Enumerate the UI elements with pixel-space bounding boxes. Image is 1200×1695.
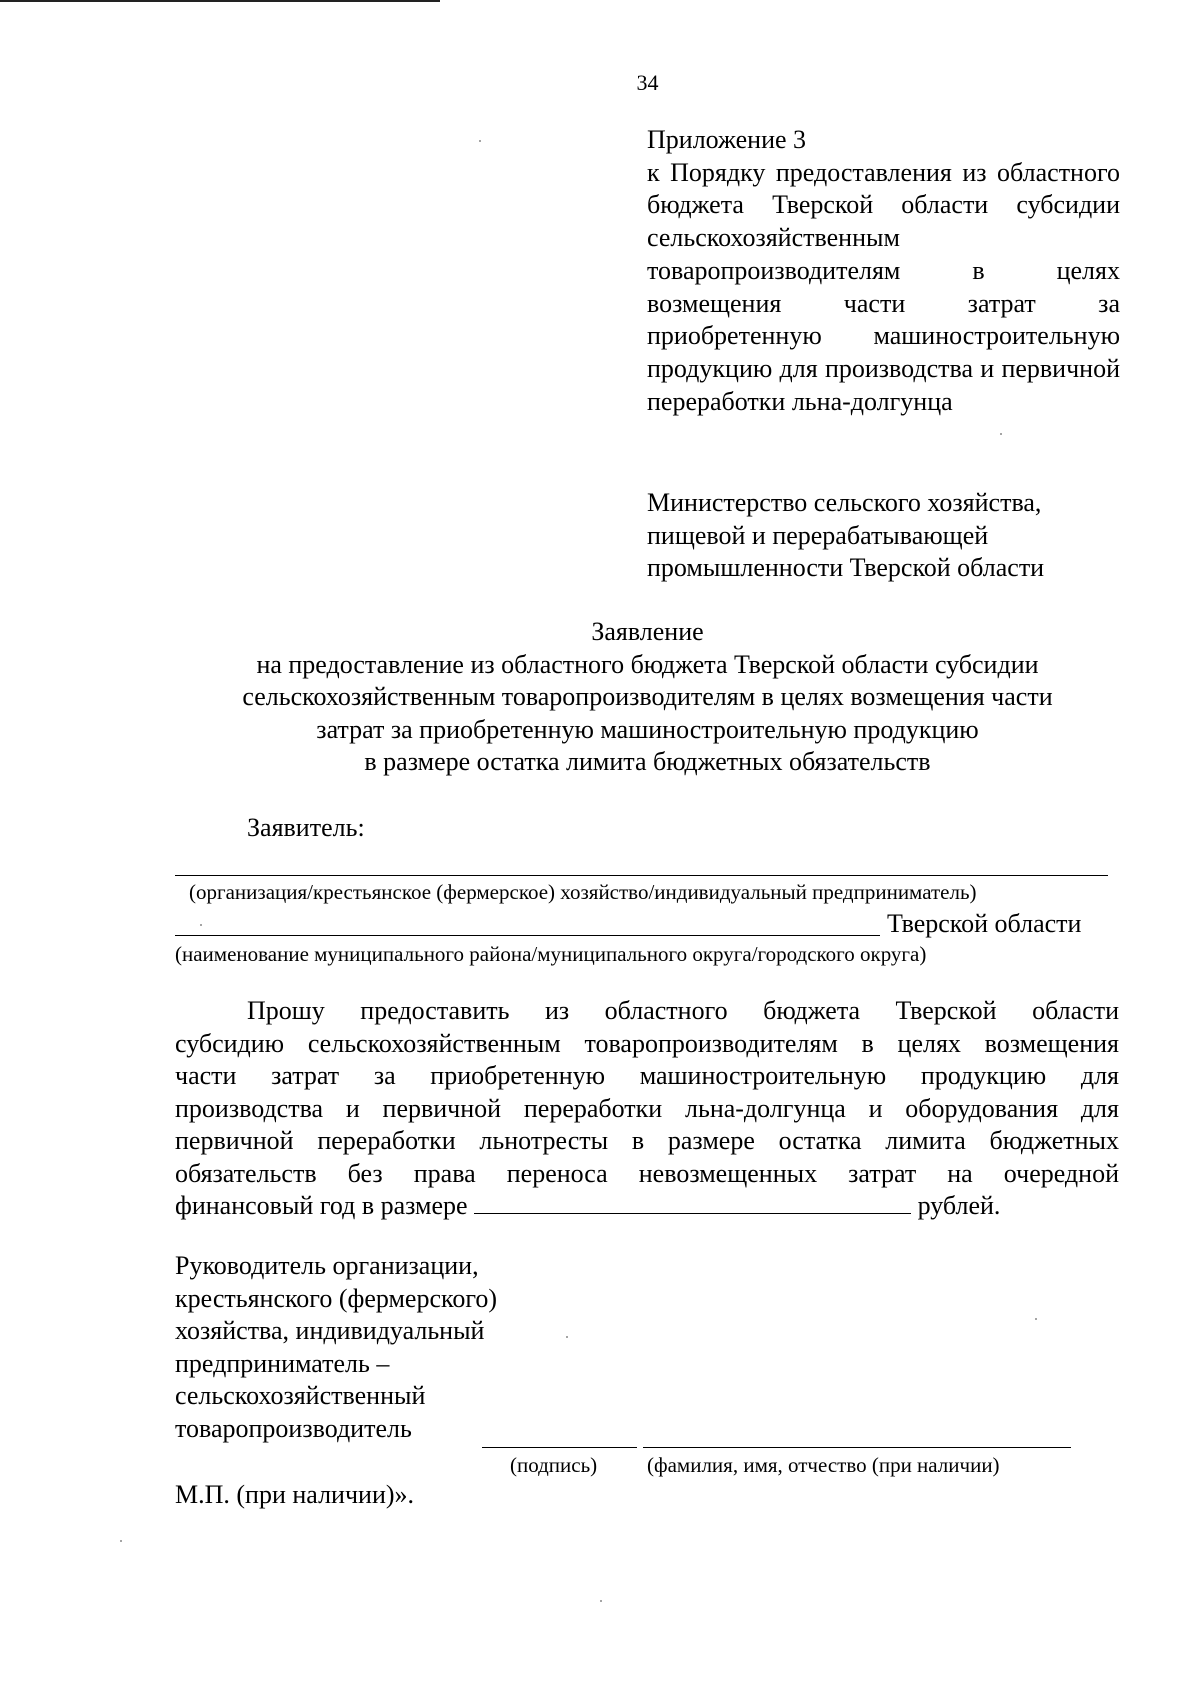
amount-suffix: рублей. xyxy=(917,1191,1001,1220)
page-number: 34 xyxy=(636,70,659,95)
applicant-caption: (организация/крестьянское (фермерское) хозяйство/индивидуальный предприниматель) xyxy=(189,880,977,904)
request-paragraph xyxy=(175,995,1119,1223)
request-line: производства и первичной переработки льна-долгунца и оборудования для xyxy=(175,1093,1119,1123)
signature-fill-line[interactable] xyxy=(482,1447,637,1448)
signer-line: хозяйства, индивидуальный xyxy=(175,1316,485,1345)
applicant-label: Заявитель: xyxy=(247,813,365,842)
appendix-title: Приложение 3 xyxy=(647,125,807,154)
scan-speck xyxy=(120,1540,122,1542)
region-caption: (наименование муниципального района/муниципального округа/городского округа) xyxy=(175,942,927,966)
appendix-text: к Порядку предоставления из областного бюджета Тверской области субсидии сельскохозяйственным товаропроизводителям в целях возмещения части затрат за приобретенную машиностроительную продукцию для производства и первичной переработки льна-долгунца xyxy=(647,157,1120,416)
request-line: первичной переработки льнотресты в размере остатка лимита бюджетных xyxy=(175,1126,1119,1155)
signer-line: Руководитель организации, xyxy=(175,1251,479,1280)
amount-prefix: финансовый год в размере xyxy=(175,1191,468,1220)
scan-speck xyxy=(1035,1318,1037,1320)
scan-speck xyxy=(200,924,202,926)
region-suffix: Тверской области xyxy=(887,909,1082,938)
scan-speck xyxy=(479,140,481,142)
signer-line: крестьянского (фермерского) xyxy=(175,1283,497,1313)
stamp-note: М.П. (при наличии)». xyxy=(175,1480,415,1509)
signer-block xyxy=(175,1250,595,1445)
signer-line: сельскохозяйственный xyxy=(175,1381,426,1410)
request-line: части затрат за приобретенную машиностроительную продукцию для xyxy=(175,1061,1119,1090)
request-line: субсидию сельскохозяйственным товаропроизводителям в целях возмещения xyxy=(175,1028,1119,1058)
region-fill-line[interactable] xyxy=(175,935,880,936)
amount-fill-line[interactable] xyxy=(474,1193,911,1214)
appendix-block xyxy=(647,124,1120,418)
scan-edge-line xyxy=(0,0,440,2)
heading-line: затрат за приобретенную машиностроительную продукцию xyxy=(316,714,979,744)
heading-title: Заявление xyxy=(591,617,704,646)
request-last-line xyxy=(175,1190,1119,1223)
document-heading xyxy=(0,616,1200,779)
heading-line: на предоставление из областного бюджета Тверской области субсидии xyxy=(256,649,1039,679)
name-caption: (фамилия, имя, отчество (при наличии) xyxy=(647,1453,1000,1477)
recipient-line: пищевой и перерабатывающей xyxy=(647,520,989,550)
recipient-block xyxy=(647,487,1147,585)
recipient-line: Министерство сельского хозяйства, xyxy=(647,488,1042,517)
heading-line: сельскохозяйственным товаропроизводителям в целях возмещения части xyxy=(242,682,1053,711)
name-fill-line[interactable] xyxy=(643,1447,1071,1448)
applicant-fill-line[interactable] xyxy=(175,875,1108,876)
recipient-line: промышленности Тверской области xyxy=(647,553,1045,582)
request-line: обязательств без права переноса невозмещенных затрат на очередной xyxy=(175,1158,1119,1188)
signer-line: предприниматель – xyxy=(175,1348,390,1378)
scan-speck xyxy=(1000,433,1002,435)
scan-speck xyxy=(600,1600,602,1602)
signer-line: товаропроизводитель xyxy=(175,1413,412,1443)
request-line: Прошу предоставить из областного бюджета Тверской области xyxy=(247,996,1119,1025)
scan-speck xyxy=(566,1336,568,1338)
heading-line: в размере остатка лимита бюджетных обязательств xyxy=(364,747,931,776)
signature-caption: (подпись) xyxy=(510,1453,598,1477)
